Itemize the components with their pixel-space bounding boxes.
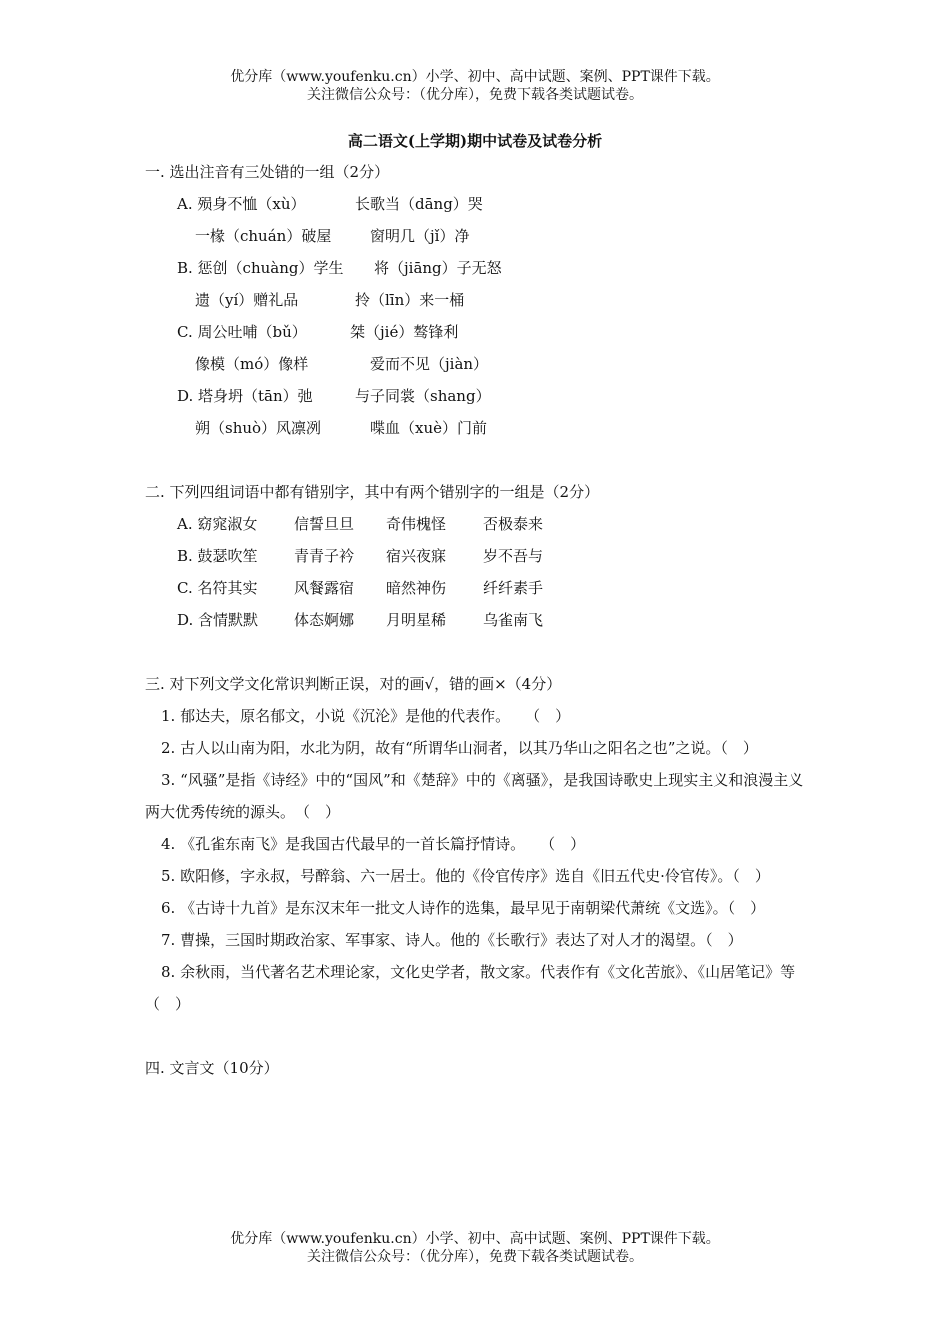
word-cell: 宿兴夜寐 [386, 547, 447, 565]
word-cell: 纤纤素手 [483, 579, 544, 597]
word-group-row [145, 572, 807, 604]
option-line [145, 220, 807, 252]
option-cell: 爱而不见（jiàn） [370, 355, 489, 373]
page-header [0, 68, 950, 104]
judgement-item-text: 7. 曹操，三国时期政治家、军事家、诗人。他的《长歌行》表达了对人才的渴望。（ ） [161, 931, 743, 949]
option-cell: B. 惩创（chuàng）学生 [177, 259, 344, 277]
section-1-options [145, 188, 807, 444]
section-2-options [145, 508, 807, 636]
word-group-row [145, 540, 807, 572]
judgement-item-text: 8. 余秋雨，当代著名艺术理论家，文化史学者，散文家。代表作有《文化苦旅》、《山居笔记》等（ ） [145, 963, 796, 1013]
word-cell: 月明星稀 [386, 611, 447, 629]
option-cell: A. 殒身不恤（xù） [177, 195, 306, 213]
option-cell: D. 塔身坍（tān）弛 [177, 387, 313, 405]
document-body [145, 156, 807, 1084]
page-title: 高二语文(上学期)期中试卷及试卷分析 [347, 132, 603, 150]
judgement-item-text: 4. 《孔雀东南飞》是我国古代最早的一首长篇抒情诗。 （ ） [161, 835, 586, 853]
option-cell: 桀（jié）骜锋利 [350, 323, 459, 341]
word-cell: 青青子衿 [294, 547, 355, 565]
judgement-item [145, 924, 807, 956]
option-line [145, 412, 807, 444]
judgement-item-text: 2. 古人以山南为阳，水北为阴，故有“所谓华山洞者，以其乃华山之阳名之也”之说。（ ） [161, 739, 758, 757]
option-cell: 遗（yí）赠礼品 [195, 291, 299, 309]
section-3-items [145, 700, 807, 1020]
option-cell: C. 周公吐哺（bǔ） [177, 323, 307, 341]
judgement-item-text: 5. 欧阳修，字永叔，号醉翁、六一居士。他的《伶官传序》选自《旧五代史·伶官传》。（ ） [161, 867, 770, 885]
option-cell: 与子同裳（shang） [355, 387, 491, 405]
word-cell: 暗然神伤 [386, 579, 447, 597]
option-line [145, 316, 807, 348]
word-cell: D. 含情默默 [177, 611, 259, 629]
word-cell: 风餐露宿 [294, 579, 355, 597]
judgement-item [145, 892, 807, 924]
option-cell: 像模（mó）像样 [195, 355, 309, 373]
header-line-2: 关注微信公众号：（优分库），免费下载各类试题试卷。 [307, 87, 643, 103]
word-cell: 奇伟槐怪 [386, 515, 447, 533]
section-3-heading: 三. 对下列文学文化常识判断正误，对的画√，错的画×（4分） [145, 675, 562, 693]
section-4-heading: 四. 文言文（10分） [145, 1059, 279, 1077]
judgement-item-text: 3. “风骚”是指《诗经》中的“国风”和《楚辞》中的《离骚》，是我国诗歌史上现实主义和浪漫主义两大优秀传统的源头。 （ ） [145, 771, 804, 821]
option-cell: 喋血（xuè）门前 [370, 419, 487, 437]
judgement-item [145, 764, 807, 828]
option-cell: 一椽（chuán）破屋 [195, 227, 332, 245]
option-cell: 窗明几（jǐ）净 [370, 227, 470, 245]
footer-line-2: 关注微信公众号：（优分库），免费下载各类试题试卷。 [307, 1249, 643, 1265]
judgement-item-text: 6. 《古诗十九首》是东汉末年一批文人诗作的选集，最早见于南朝梁代萧统《文选》。（ ） [161, 899, 766, 917]
option-line [145, 252, 807, 284]
footer-line-1: 优分库（www.youfenku.cn）小学、初中、高中试题、案例、PPT课件下载。 [230, 1231, 720, 1247]
word-group-row [145, 604, 807, 636]
word-cell: 否极泰来 [483, 515, 544, 533]
word-cell: A. 窈窕淑女 [177, 515, 258, 533]
option-line [145, 380, 807, 412]
word-group-row [145, 508, 807, 540]
word-cell: 体态婀娜 [294, 611, 355, 629]
option-line [145, 348, 807, 380]
option-cell: 将（jiāng）子无怒 [374, 259, 502, 277]
judgement-item [145, 828, 807, 860]
judgement-item [145, 860, 807, 892]
word-cell: C. 名符其实 [177, 579, 258, 597]
word-cell: 信誓旦旦 [294, 515, 355, 533]
option-line [145, 188, 807, 220]
judgement-item [145, 700, 807, 732]
word-cell: B. 鼓瑟吹笙 [177, 547, 258, 565]
judgement-item [145, 956, 807, 1020]
word-cell: 岁不吾与 [483, 547, 544, 565]
section-1-heading: 一. 选出注音有三处错的一组（2分） [145, 163, 390, 181]
option-line [145, 284, 807, 316]
word-cell: 乌雀南飞 [483, 611, 544, 629]
option-cell: 拎（līn）来一桶 [355, 291, 465, 309]
judgement-item-text: 1. 郁达夫，原名郁文，小说《沉沦》是他的代表作。 （ ） [161, 707, 571, 725]
option-cell: 长歌当（dāng）哭 [355, 195, 483, 213]
page-footer [0, 1230, 950, 1266]
option-cell: 朔（shuò）风凛冽 [195, 419, 322, 437]
judgement-item [145, 732, 807, 764]
header-line-1: 优分库（www.youfenku.cn）小学、初中、高中试题、案例、PPT课件下载。 [230, 69, 720, 85]
section-2-heading: 二. 下列四组词语中都有错别字，其中有两个错别字的一组是（2分） [145, 483, 600, 501]
